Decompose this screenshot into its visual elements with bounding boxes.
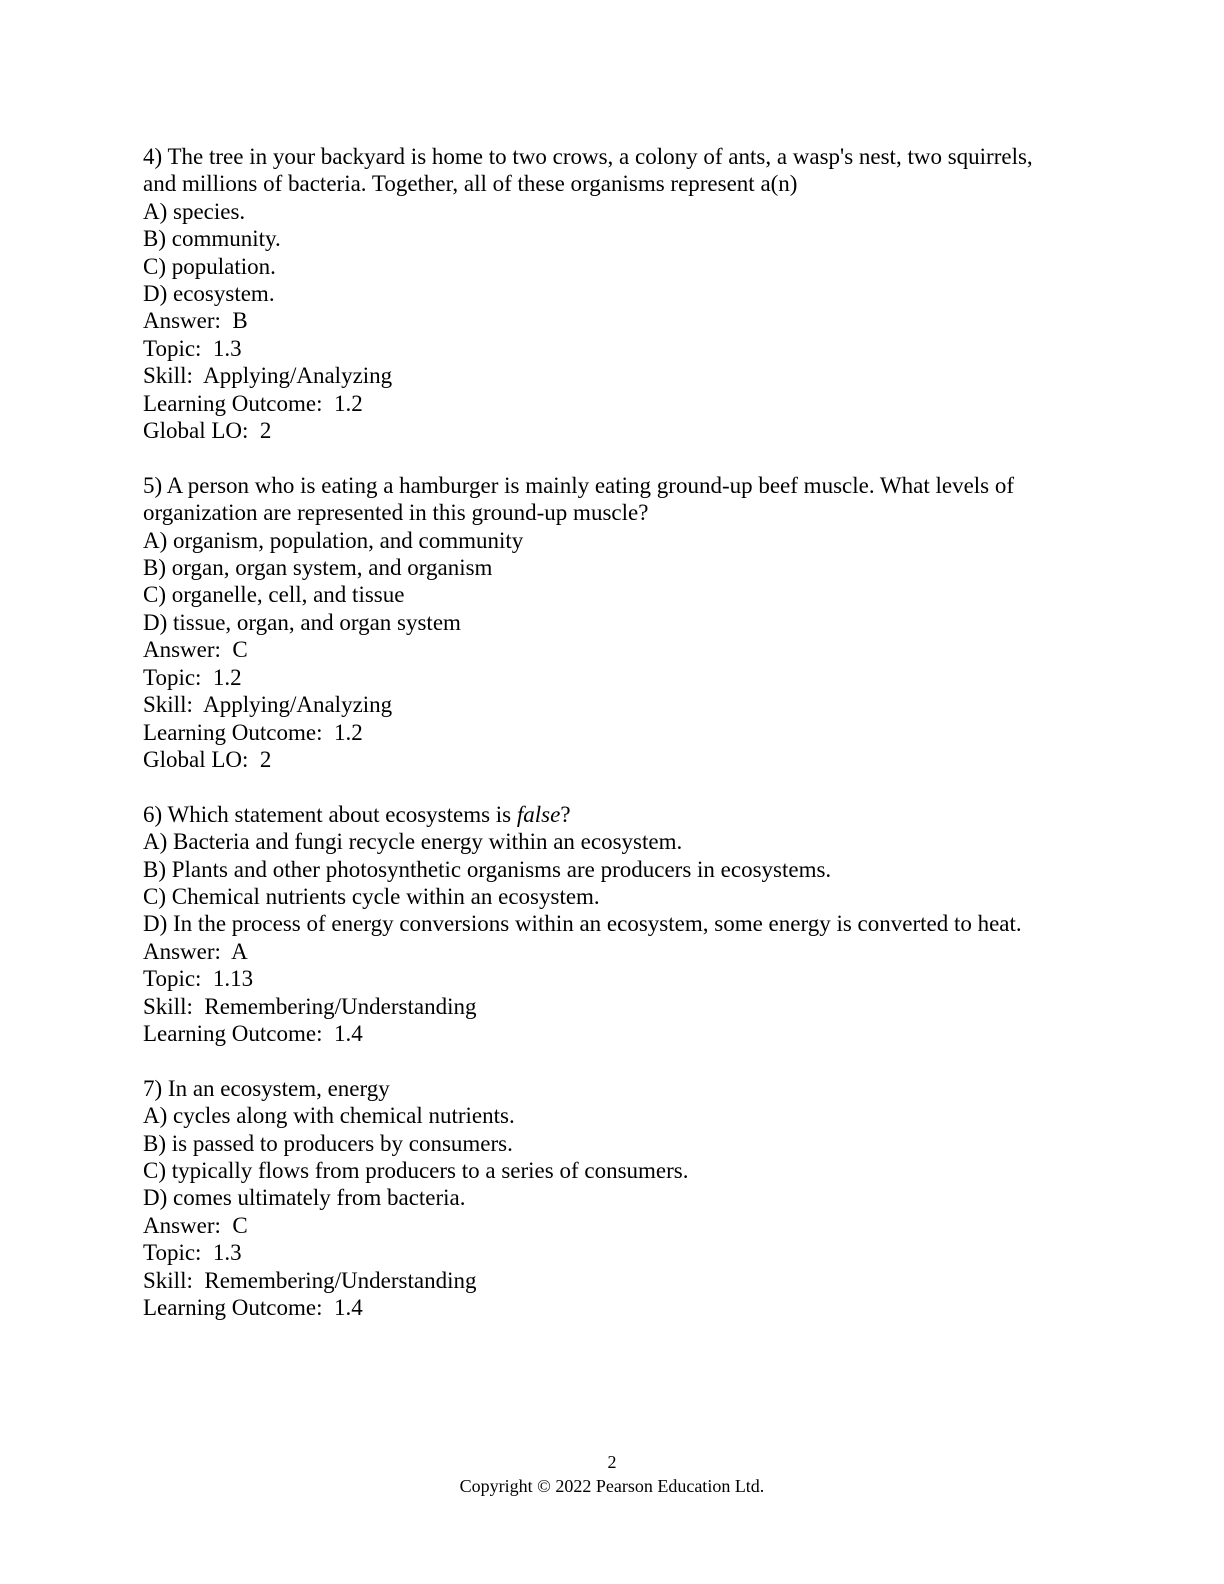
question-7-stem-line-1: 7) In an ecosystem, energy: [143, 1075, 390, 1101]
question-4-option-d: D) ecosystem.: [143, 281, 275, 307]
question-6-skill: Skill: Remembering/Understanding: [143, 993, 477, 1019]
question-5-stem-line-1: 5) A person who is eating a hamburger is mainly eating ground-up beef muscle. What levels of: [143, 472, 1015, 498]
question-6-stem-emphasis: false: [516, 801, 561, 827]
question-5-answer: Answer: C: [143, 637, 248, 663]
question-5-option-b: B) organ, organ system, and organism: [143, 555, 493, 581]
document-body: [143, 143, 1083, 1349]
question-6-answer: Answer: A: [143, 938, 248, 964]
question-5-learning-outcome: Learning Outcome: 1.2: [143, 719, 363, 745]
question-6-stem: [143, 801, 1083, 828]
question-5-global-lo: Global LO: 2: [143, 746, 272, 772]
question-6: [143, 801, 1083, 1048]
question-5-skill: Skill: Applying/Analyzing: [143, 692, 393, 718]
question-7-topic: Topic: 1.3: [143, 1240, 242, 1266]
question-7-option-c: C) typically flows from producers to a series of consumers.: [143, 1157, 689, 1183]
question-4: [143, 143, 1083, 444]
question-7-skill: Skill: Remembering/Understanding: [143, 1267, 477, 1293]
question-7-option-d: D) comes ultimately from bacteria.: [143, 1185, 466, 1211]
copyright-notice: Copyright © 2022 Pearson Education Ltd.: [459, 1476, 765, 1496]
question-4-global-lo: Global LO: 2: [143, 418, 272, 444]
question-7-option-b: B) is passed to producers by consumers.: [143, 1130, 513, 1156]
question-6-option-b: B) Plants and other photosynthetic organisms are producers in ecosystems.: [143, 856, 832, 882]
question-5-stem-line-2: organization are represented in this ground-up muscle?: [143, 500, 649, 526]
question-4-stem-line-1: 4) The tree in your backyard is home to two crows, a colony of ants, a wasp's nest, two squirrels,: [143, 144, 1033, 169]
question-4-option-b: B) community.: [143, 226, 281, 252]
question-6-option-a: A) Bacteria and fungi recycle energy within an ecosystem.: [143, 829, 683, 855]
question-6-option-d: D) In the process of energy conversions within an ecosystem, some energy is converted to heat.: [143, 911, 1022, 937]
question-4-stem-line-2: and millions of bacteria. Together, all of these organisms represent a(n): [143, 171, 798, 197]
question-7: [143, 1075, 1083, 1322]
question-4-option-a: A) species.: [143, 198, 246, 224]
question-4-option-c: C) population.: [143, 253, 276, 279]
page-number: 2: [607, 1452, 617, 1472]
question-6-stem-suffix: ?: [560, 801, 571, 827]
question-6-learning-outcome: Learning Outcome: 1.4: [143, 1020, 363, 1046]
question-6-stem-prefix: 6) Which statement about ecosystems is: [143, 801, 517, 827]
question-4-answer: Answer: B: [143, 308, 248, 334]
question-5-option-d: D) tissue, organ, and organ system: [143, 609, 461, 635]
question-6-topic: Topic: 1.13: [143, 966, 254, 992]
question-5-topic: Topic: 1.2: [143, 664, 242, 690]
question-4-learning-outcome: Learning Outcome: 1.2: [143, 390, 363, 416]
question-7-option-a: A) cycles along with chemical nutrients.: [143, 1103, 515, 1129]
question-7-learning-outcome: Learning Outcome: 1.4: [143, 1295, 363, 1321]
question-5: [143, 472, 1083, 773]
question-5-option-c: C) organelle, cell, and tissue: [143, 582, 405, 608]
question-5-option-a: A) organism, population, and community: [143, 527, 524, 553]
question-7-answer: Answer: C: [143, 1212, 248, 1238]
question-6-option-c: C) Chemical nutrients cycle within an ecosystem.: [143, 883, 600, 909]
question-4-topic: Topic: 1.3: [143, 335, 242, 361]
question-4-skill: Skill: Applying/Analyzing: [143, 363, 393, 389]
